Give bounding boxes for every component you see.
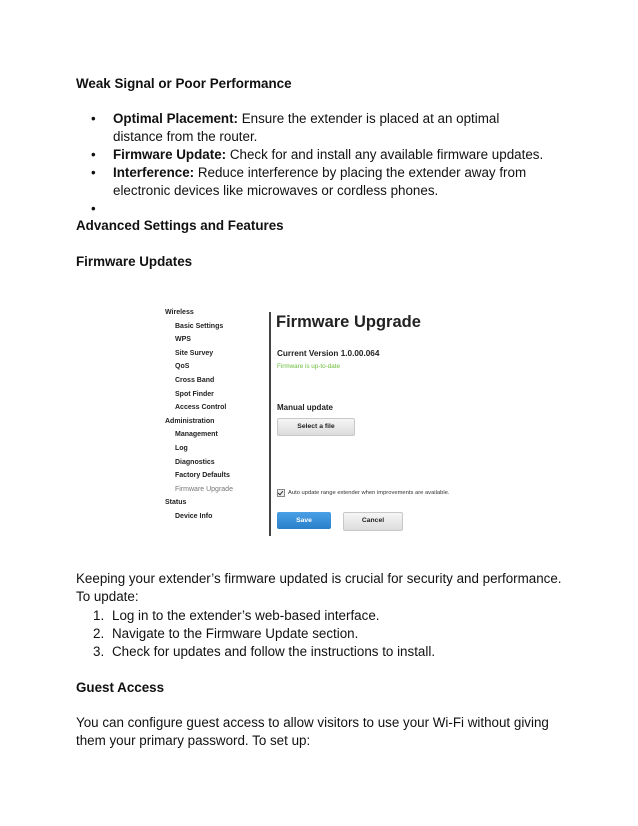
bullet-text: Ensure the extender is placed at an optimal distance from the router. [113, 111, 500, 144]
sidebar-item-firmware-upgrade[interactable]: Firmware Upgrade [175, 485, 233, 493]
heading-firmware: Firmware Updates [76, 254, 193, 269]
page-title: Firmware Upgrade [276, 313, 421, 331]
auto-update-option[interactable] [277, 489, 449, 497]
heading-advanced: Advanced Settings and Features [76, 218, 284, 233]
firmware-paragraph: Keeping your extender’s firmware updated is crucial for security and performance. To update: [76, 571, 562, 604]
select-file-button[interactable]: Select a file [277, 418, 355, 436]
sidebar-item-diagnostics[interactable]: Diagnostics [175, 458, 215, 466]
list-item [76, 643, 546, 661]
sidebar-item-access-control[interactable]: Access Control [175, 404, 227, 412]
sidebar-item-status[interactable]: Status [165, 499, 187, 507]
list-item [76, 110, 546, 146]
sidebar-item-wireless[interactable]: Wireless [165, 309, 194, 316]
troubleshooting-list [76, 110, 546, 218]
step-text: Log in to the extender’s web-based interface. [112, 608, 380, 623]
current-version: Current Version 1.0.00.064 [277, 349, 380, 358]
manual-update-label: Manual update [277, 403, 334, 412]
list-item-empty [76, 200, 546, 218]
cancel-button[interactable]: Cancel [343, 512, 403, 531]
list-item [76, 164, 546, 200]
step-number: 2. [93, 626, 105, 641]
step-number: 3. [93, 644, 105, 659]
bullet-text: Reduce interference by placing the extender away from electronic devices like microwaves or cordless phones. [113, 165, 527, 198]
admin-sidebar [161, 306, 261, 524]
sidebar-item-site-survey[interactable]: Site Survey [175, 349, 214, 357]
heading-weak-signal: Weak Signal or Poor Performance [76, 76, 292, 91]
firmware-status: Firmware is up-to-date [277, 363, 340, 370]
sidebar-divider [269, 312, 271, 536]
auto-update-label: Auto update range extender when improvements are available. [288, 490, 450, 496]
save-button[interactable]: Save [277, 512, 331, 529]
auto-update-checkbox[interactable] [277, 489, 285, 497]
bullet-text: Check for and install any available firmware updates. [226, 147, 544, 162]
sidebar-item-basic-settings[interactable]: Basic Settings [175, 322, 224, 330]
sidebar-item-qos[interactable]: QoS [175, 363, 190, 371]
sidebar-item-spot-finder[interactable]: Spot Finder [175, 390, 214, 398]
list-item [76, 146, 546, 164]
list-item [76, 625, 546, 643]
step-text: Check for updates and follow the instructions to install. [112, 644, 436, 659]
sidebar-item-administration[interactable]: Administration [165, 417, 215, 425]
bullet-text [113, 201, 117, 216]
sidebar-item-management[interactable]: Management [175, 431, 218, 439]
bullet-term: Firmware Update: [113, 147, 227, 162]
sidebar-item-wps[interactable]: WPS [175, 336, 191, 344]
list-item [76, 607, 546, 625]
sidebar-item-log[interactable]: Log [175, 444, 188, 452]
step-number: 1. [93, 608, 105, 623]
step-text: Navigate to the Firmware Update section. [112, 626, 359, 641]
firmware-steps [76, 607, 546, 661]
heading-guest-access: Guest Access [76, 680, 165, 695]
sidebar-item-factory-defaults[interactable]: Factory Defaults [175, 472, 230, 480]
sidebar-item-cross-band[interactable]: Cross Band [175, 376, 215, 384]
bullet-term: Interference: [113, 165, 195, 180]
sidebar-item-device-info[interactable]: Device Info [175, 512, 213, 520]
firmware-upgrade-screenshot [161, 306, 493, 536]
guest-paragraph: You can configure guest access to allow visitors to use your Wi-Fi without giving them your primary password. To set up: [76, 715, 549, 748]
bullet-term: Optimal Placement: [113, 111, 239, 126]
